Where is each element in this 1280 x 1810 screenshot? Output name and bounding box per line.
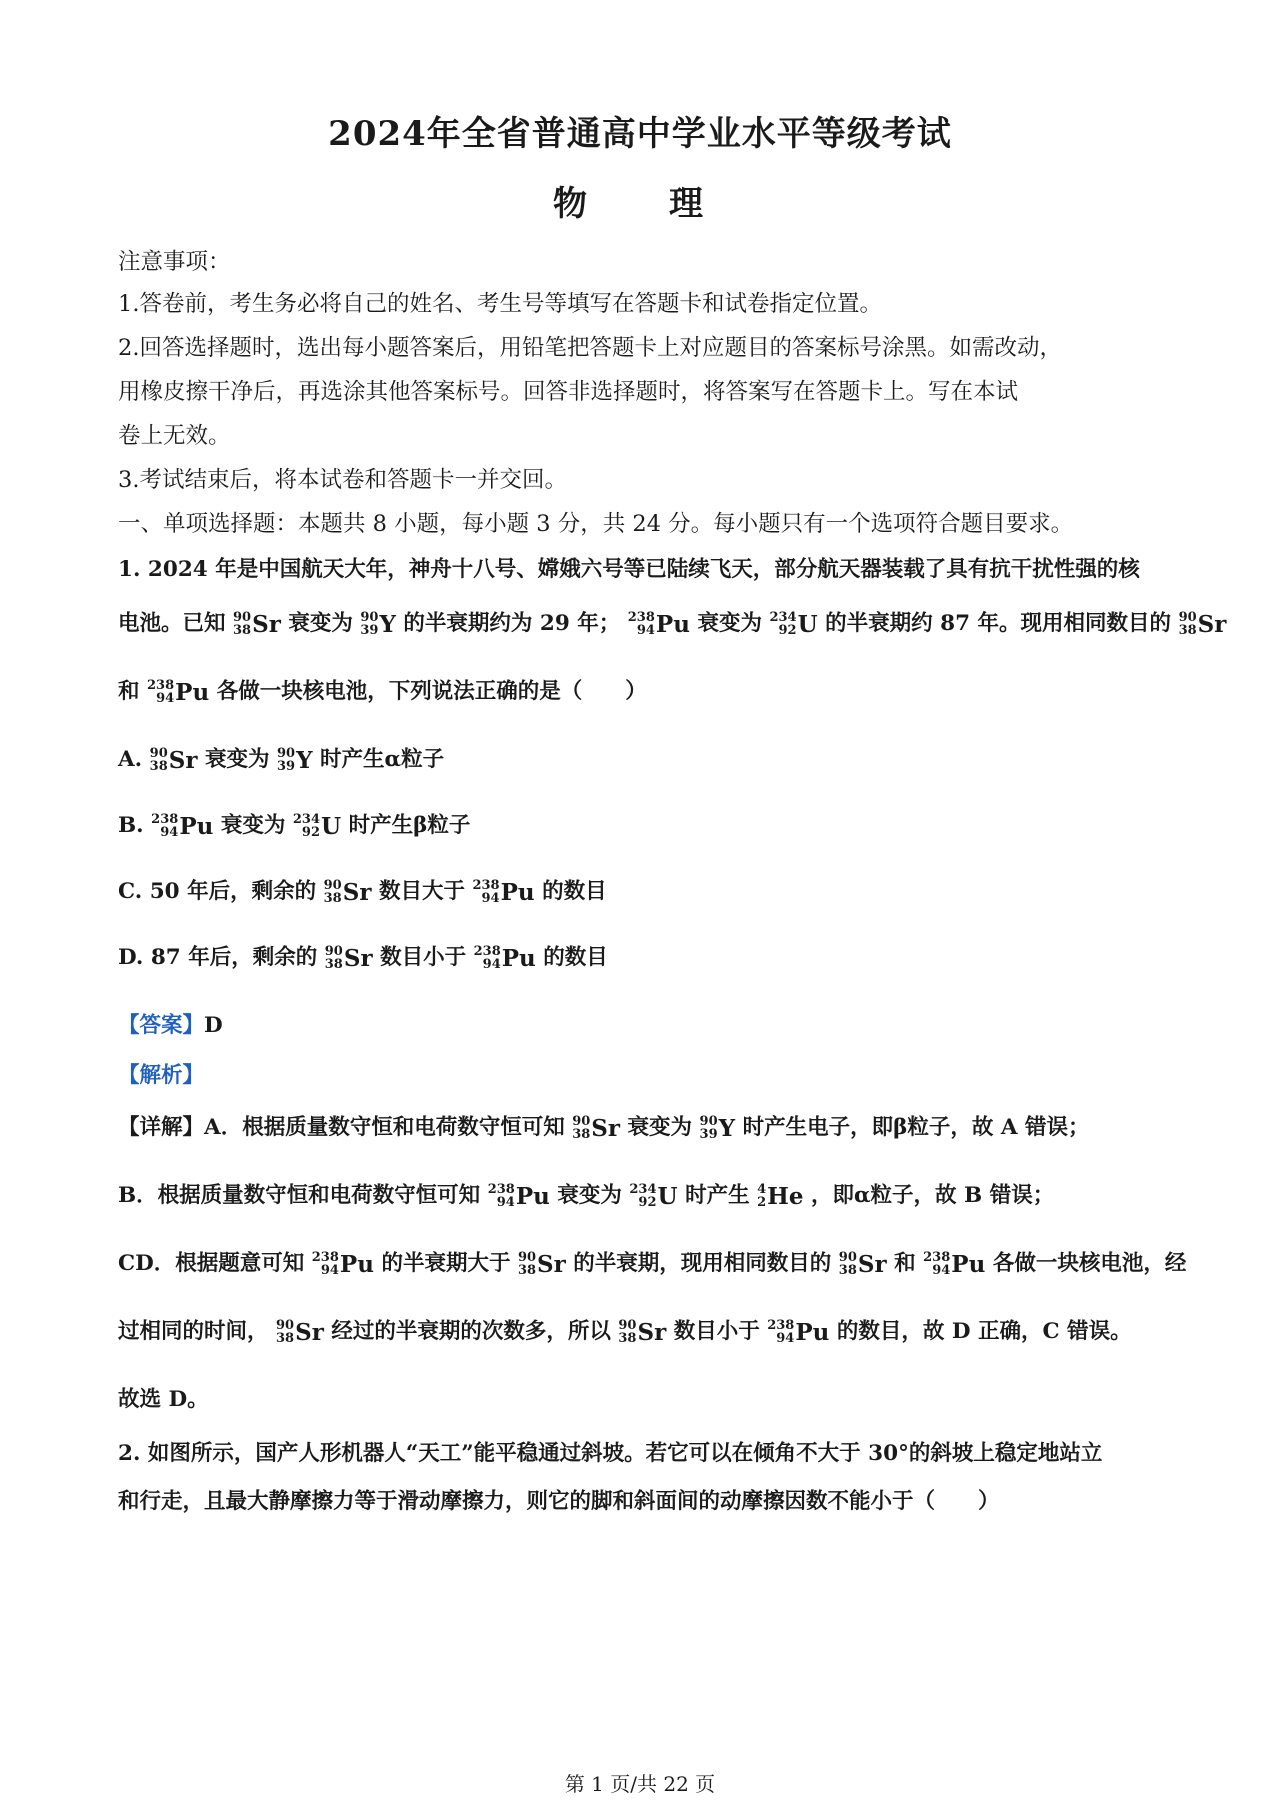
nuclide-scripts	[277, 747, 295, 773]
nuclide-scripts	[474, 945, 501, 971]
mass-number: 238	[923, 1250, 951, 1265]
mass-number: 90	[360, 610, 379, 625]
section-heading: 一、单项选择题：本题共 8 小题，每小题 3 分，共 24 分。每小题只有一个选项符合题目要求。	[118, 511, 1074, 537]
atomic-number: 94	[776, 1331, 795, 1346]
nuclide-scripts	[472, 879, 499, 905]
element-symbol: Pu	[339, 1250, 374, 1278]
mass-number: 238	[472, 878, 500, 893]
nuclide-scripts	[324, 879, 342, 905]
nuclide-scripts	[293, 813, 320, 839]
atomic-number: 94	[320, 1263, 339, 1278]
element-symbol: Sr	[342, 878, 372, 906]
nuclide-pu-238	[628, 611, 690, 638]
nuclide-scripts	[628, 611, 655, 637]
element-symbol: Sr	[1197, 610, 1227, 638]
nuclide-pu-238	[767, 1319, 829, 1346]
mass-number: 238	[473, 944, 501, 959]
nuclide-scripts	[150, 747, 168, 773]
nuclide-scripts	[769, 611, 796, 637]
element-symbol: Pu	[515, 1182, 550, 1210]
element-symbol: Y	[379, 610, 396, 638]
nuclide-scripts	[1179, 611, 1197, 637]
element-symbol: Sr	[637, 1318, 667, 1346]
option-c: C. 50 年后，剩余的 90 38 Sr 数目大于 238 94 Pu 的数目	[118, 878, 607, 906]
question-1-stem-line-2: 电池。已知 90 38 Sr 衰变为 90 39 Y 的半衰期约为 29 年； 238 94 Pu 衰变为 234 92 U 的半衰期约 87 年。现用相同数目的 90 38 Sr	[118, 610, 1227, 638]
mass-number: 238	[147, 678, 175, 693]
atomic-number: 38	[1178, 623, 1197, 638]
atomic-number: 39	[360, 623, 379, 638]
element-symbol: Sr	[537, 1250, 566, 1278]
nuclide-u-234	[629, 1183, 677, 1210]
answer-tag: 【答案】	[118, 1013, 205, 1038]
element-symbol: Pu	[175, 678, 210, 706]
element-symbol: U	[797, 610, 818, 638]
element-symbol: Sr	[168, 746, 198, 774]
nuclide-u-234	[293, 813, 341, 840]
atomic-number: 2	[757, 1195, 767, 1210]
notice-item-3: 3.考试结束后，将本试卷和答题卡一并交回。	[118, 467, 567, 493]
detail-line-3: CD．根据题意可知 238 94 Pu 的半衰期大于 90 38 Sr 的半衰期，现用相同数目的 90 38 Sr 和 238 94 Pu 各做一块核电池，经	[118, 1250, 1187, 1278]
nuclide-scripts	[276, 1319, 294, 1345]
nuclide-y-90	[277, 747, 313, 774]
atomic-number: 94	[160, 825, 179, 840]
mass-number: 90	[1178, 610, 1197, 625]
mass-number: 90	[517, 1250, 537, 1265]
nuclide-pu-238	[472, 879, 534, 906]
notice-item-2-line-1: 2.回答选择题时，选出每小题答案后，用铅笔把答题卡上对应题目的答案标号涂黑。如需改动，	[118, 335, 1062, 361]
notice-item-2-line-2: 用橡皮擦干净后，再选涂其他答案标号。回答非选择题时，将答案写在答题卡上。写在本试	[118, 379, 1019, 405]
atomic-number: 38	[233, 623, 252, 638]
mass-number: 90	[618, 1318, 637, 1333]
detail-line-2: B．根据质量数守恒和电荷数守恒可知 238 94 Pu 衰变为 234 92 U 时产生 4 2 He ，即α粒子，故 B 错误；	[118, 1182, 1055, 1210]
nuclide-scripts	[312, 1251, 339, 1277]
notice-item-2-line-3: 卷上无效。	[118, 423, 231, 449]
element-symbol: Y	[296, 746, 313, 774]
atomic-number: 38	[517, 1263, 537, 1278]
atomic-number: 94	[156, 691, 175, 706]
nuclide-pu-238	[474, 945, 536, 972]
atomic-number: 92	[301, 825, 320, 840]
atomic-number: 38	[572, 1127, 591, 1142]
atomic-number: 38	[618, 1331, 637, 1346]
element-symbol: Pu	[655, 610, 690, 638]
nuclide-u-234	[769, 611, 817, 638]
nuclide-y-90	[360, 611, 396, 638]
page-number: 第 1 页/共 22 页	[564, 1772, 716, 1796]
atomic-number: 94	[636, 623, 655, 638]
analysis-tag: 【解析】	[118, 1063, 205, 1088]
nuclide-scripts	[572, 1115, 590, 1141]
mass-number: 234	[292, 812, 320, 827]
subject-title: 物 理	[553, 184, 727, 224]
atomic-number: 94	[496, 1195, 515, 1210]
mass-number: 90	[149, 746, 168, 761]
nuclide-scripts	[233, 611, 251, 637]
atomic-number: 94	[932, 1263, 951, 1278]
nuclide-scripts	[518, 1251, 536, 1277]
mass-number: 4	[757, 1182, 767, 1197]
atomic-number: 38	[149, 759, 168, 774]
element-symbol: Pu	[795, 1318, 830, 1346]
nuclide-sr-90	[1179, 611, 1227, 638]
detail-line-4: 过相同的时间， 90 38 Sr 经过的半衰期的次数多，所以 90 38 Sr 数目小于 238 94 Pu 的数目，故 D 正确，C 错误。	[118, 1318, 1132, 1346]
atomic-number: 39	[277, 759, 296, 774]
element-symbol: U	[321, 812, 342, 840]
element-symbol: Pu	[951, 1250, 986, 1278]
nuclide-y-90	[700, 1115, 736, 1142]
nuclide-sr-90	[839, 1251, 887, 1278]
nuclide-scripts	[360, 611, 378, 637]
conclusion: 故选 D。	[118, 1387, 209, 1412]
nuclide-scripts	[325, 945, 343, 971]
mass-number: 90	[699, 1114, 718, 1129]
mass-number: 238	[767, 1318, 795, 1333]
nuclide-scripts	[488, 1183, 515, 1209]
atomic-number: 92	[778, 623, 797, 638]
mass-number: 90	[572, 1114, 591, 1129]
nuclide-pu-238	[151, 813, 213, 840]
element-symbol: Pu	[500, 878, 535, 906]
element-symbol: Pu	[179, 812, 214, 840]
nuclide-sr-90	[324, 879, 372, 906]
mass-number: 238	[311, 1250, 339, 1265]
mass-number: 90	[323, 878, 342, 893]
element-symbol: He	[767, 1182, 804, 1210]
nuclide-scripts	[618, 1319, 636, 1345]
element-symbol: Y	[718, 1114, 736, 1142]
nuclide-scripts	[700, 1115, 718, 1141]
nuclide-sr-90	[572, 1115, 620, 1142]
nuclide-scripts	[839, 1251, 857, 1277]
analysis-row	[118, 1058, 1178, 1089]
nuclide-pu-238	[147, 679, 209, 706]
nuclide-pu-238	[488, 1183, 550, 1210]
answer-row	[118, 1008, 1178, 1039]
element-symbol: Pu	[501, 944, 536, 972]
nuclide-scripts	[147, 679, 174, 705]
mass-number: 234	[769, 610, 797, 625]
atomic-number: 38	[276, 1331, 295, 1346]
nuclide-sr-90	[618, 1319, 666, 1346]
answer-value: D	[204, 1013, 223, 1038]
nuclide-scripts	[767, 1319, 794, 1345]
nuclide-scripts	[757, 1183, 766, 1209]
nuclide-pu-238	[923, 1251, 985, 1278]
mass-number: 90	[277, 746, 296, 761]
element-symbol: Sr	[857, 1250, 887, 1278]
page-title: 2024年全省普通高中学业水平等级考试	[328, 114, 952, 154]
nuclide-pu-238	[312, 1251, 374, 1278]
detail-line-1: 【详解】A．根据质量数守恒和电荷数守恒可知 90 38 Sr 衰变为 90 39 Y 时产生电子，即β粒子，故 A 错误；	[118, 1114, 1090, 1142]
notice-heading: 注意事项：	[118, 249, 231, 275]
element-symbol: U	[657, 1182, 678, 1210]
mass-number: 238	[151, 812, 179, 827]
option-a: A. 90 38 Sr 衰变为 90 39 Y 时产生α粒子	[118, 746, 445, 774]
element-symbol: Sr	[252, 610, 281, 638]
element-symbol: Sr	[295, 1318, 324, 1346]
nuclide-he-4	[757, 1183, 803, 1210]
nuclide-scripts	[629, 1183, 656, 1209]
option-b: B. 238 94 Pu 衰变为 234 92 U 时产生β粒子	[118, 812, 471, 840]
question-1-stem-line-3: 和 238 94 Pu 各做一块核电池，下列说法正确的是（ ）	[118, 678, 647, 706]
nuclide-sr-90	[325, 945, 373, 972]
atomic-number: 94	[481, 891, 500, 906]
nuclide-sr-90	[518, 1251, 566, 1278]
element-symbol: Sr	[591, 1114, 621, 1142]
element-symbol: Sr	[343, 944, 373, 972]
nuclide-sr-90	[233, 611, 281, 638]
mass-number: 90	[324, 944, 343, 959]
question-1-stem-line-1: 1. 2024 年是中国航天大年，神舟十八号、嫦娥六号等已陆续飞天，部分航天器装载了具有抗干扰性强的核	[118, 557, 1140, 582]
atomic-number: 92	[638, 1195, 657, 1210]
atomic-number: 39	[699, 1127, 718, 1142]
mass-number: 90	[233, 610, 252, 625]
nuclide-sr-90	[276, 1319, 324, 1346]
mass-number: 238	[627, 610, 655, 625]
question-2-line-2: 和行走，且最大静摩擦力等于滑动摩擦力，则它的脚和斜面间的动摩擦因数不能小于（ ）	[118, 1489, 1000, 1514]
mass-number: 90	[838, 1250, 857, 1265]
option-d: D. 87 年后，剩余的 90 38 Sr 数目小于 238 94 Pu 的数目	[118, 944, 608, 972]
mass-number: 90	[276, 1318, 295, 1333]
atomic-number: 94	[482, 957, 501, 972]
atomic-number: 38	[323, 891, 342, 906]
notice-item-1: 1.答卷前，考生务必将自己的姓名、考生号等填写在答题卡和试卷指定位置。	[118, 291, 882, 317]
question-2-line-1: 2. 如图所示，国产人形机器人“天工”能平稳通过斜坡。若它可以在倾角不大于 30°的斜坡上稳定地站立	[118, 1441, 1103, 1466]
atomic-number: 38	[838, 1263, 857, 1278]
nuclide-scripts	[151, 813, 178, 839]
atomic-number: 38	[324, 957, 343, 972]
nuclide-sr-90	[150, 747, 198, 774]
mass-number: 238	[487, 1182, 515, 1197]
nuclide-scripts	[923, 1251, 950, 1277]
mass-number: 234	[629, 1182, 657, 1197]
